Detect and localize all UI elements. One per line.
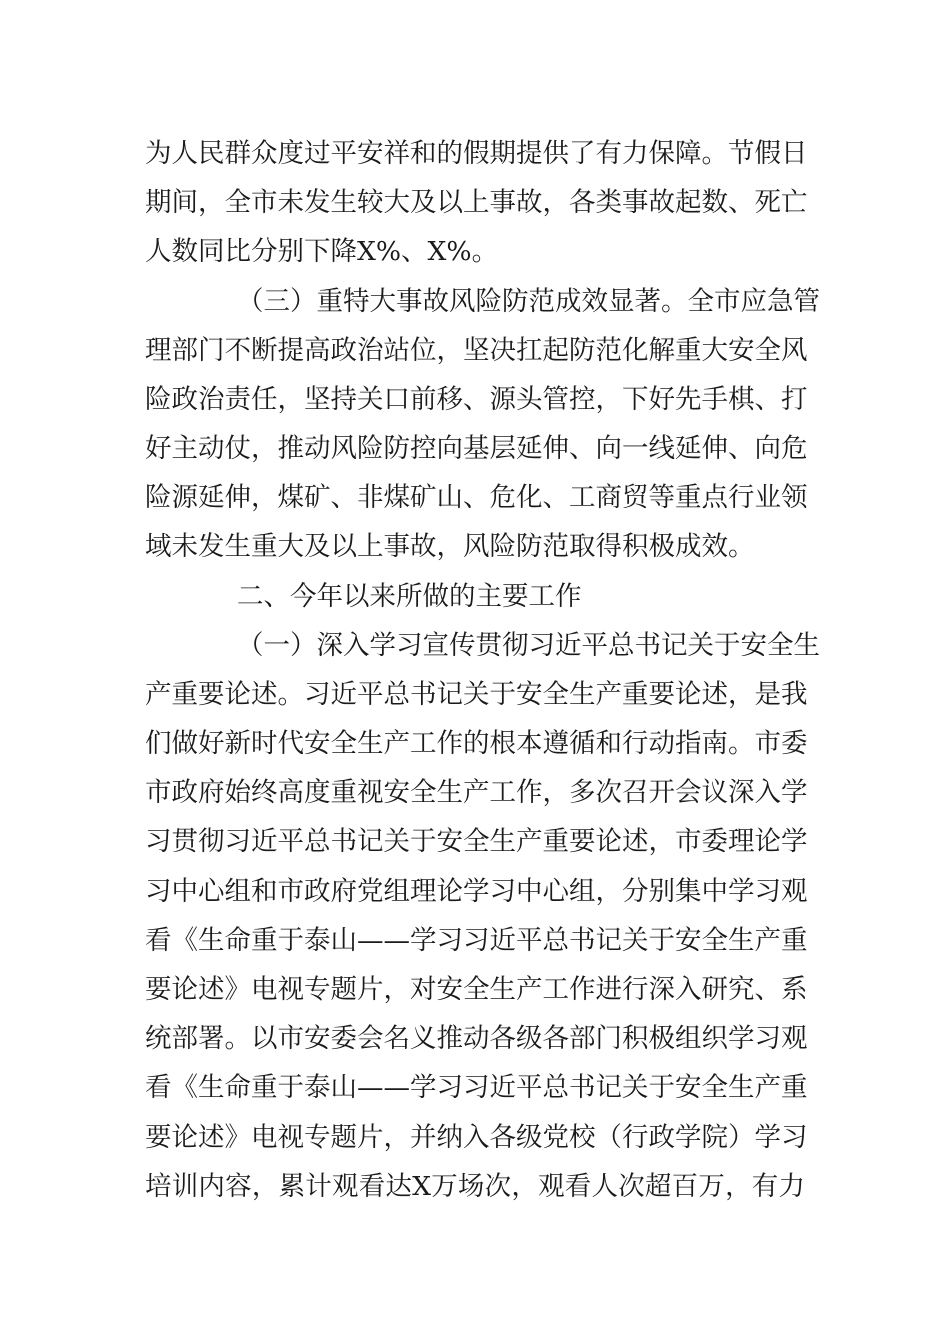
text-line: 看《生命重于泰山——学习习近平总书记关于安全生产重 xyxy=(145,925,808,956)
text-line: 好主动仗，推动风险防控向基层延伸、向一线延伸、向危 xyxy=(145,433,808,464)
text-line: 险政治责任，坚持关口前移、源头管控，下好先手棋、打 xyxy=(145,384,808,415)
text-line: 习贯彻习近平总书记关于安全生产重要论述，市委理论学 xyxy=(145,826,808,857)
text-line: 为人民群众度过平安祥和的假期提供了有力保障。节假日 xyxy=(145,138,808,169)
paragraph-start-line: （三）重特大事故风险防范成效显著。全市应急管 xyxy=(237,286,820,317)
paragraph-start-line: （一）深入学习宣传贯彻习近平总书记关于安全生 xyxy=(237,630,820,661)
text-line: 域未发生重大及以上事故，风险防范取得积极成效。 xyxy=(145,531,755,562)
text-line: 要论述》电视专题片，对安全生产工作进行深入研究、系 xyxy=(145,974,808,1005)
text-line: 要论述》电视专题片，并纳入各级党校（行政学院）学习 xyxy=(145,1122,808,1153)
text-line: 统部署。以市安委会名义推动各级各部门积极组织学习观 xyxy=(145,1023,808,1054)
text-line: 培训内容，累计观看达X万场次，观看人次超百万，有力 xyxy=(145,1171,805,1202)
text-line: 产重要论述。习近平总书记关于安全生产重要论述，是我 xyxy=(145,679,808,710)
text-line: 人数同比分别下降X%、X%。 xyxy=(145,236,499,267)
text-line: 市政府始终高度重视安全生产工作，多次召开会议深入学 xyxy=(145,777,808,808)
text-line: 期间，全市未发生较大及以上事故，各类事故起数、死亡 xyxy=(145,187,808,218)
text-line: 理部门不断提高政治站位，坚决扛起防范化解重大安全风 xyxy=(145,335,808,366)
text-line: 们做好新时代安全生产工作的根本遵循和行动指南。市委 xyxy=(145,728,808,759)
section-heading: 二、今年以来所做的主要工作 xyxy=(237,581,582,612)
text-line: 习中心组和市政府党组理论学习中心组，分别集中学习观 xyxy=(145,876,808,907)
text-line: 险源延伸，煤矿、非煤矿山、危化、工商贸等重点行业领 xyxy=(145,482,808,513)
text-line: 看《生命重于泰山——学习习近平总书记关于安全生产重 xyxy=(145,1072,808,1103)
